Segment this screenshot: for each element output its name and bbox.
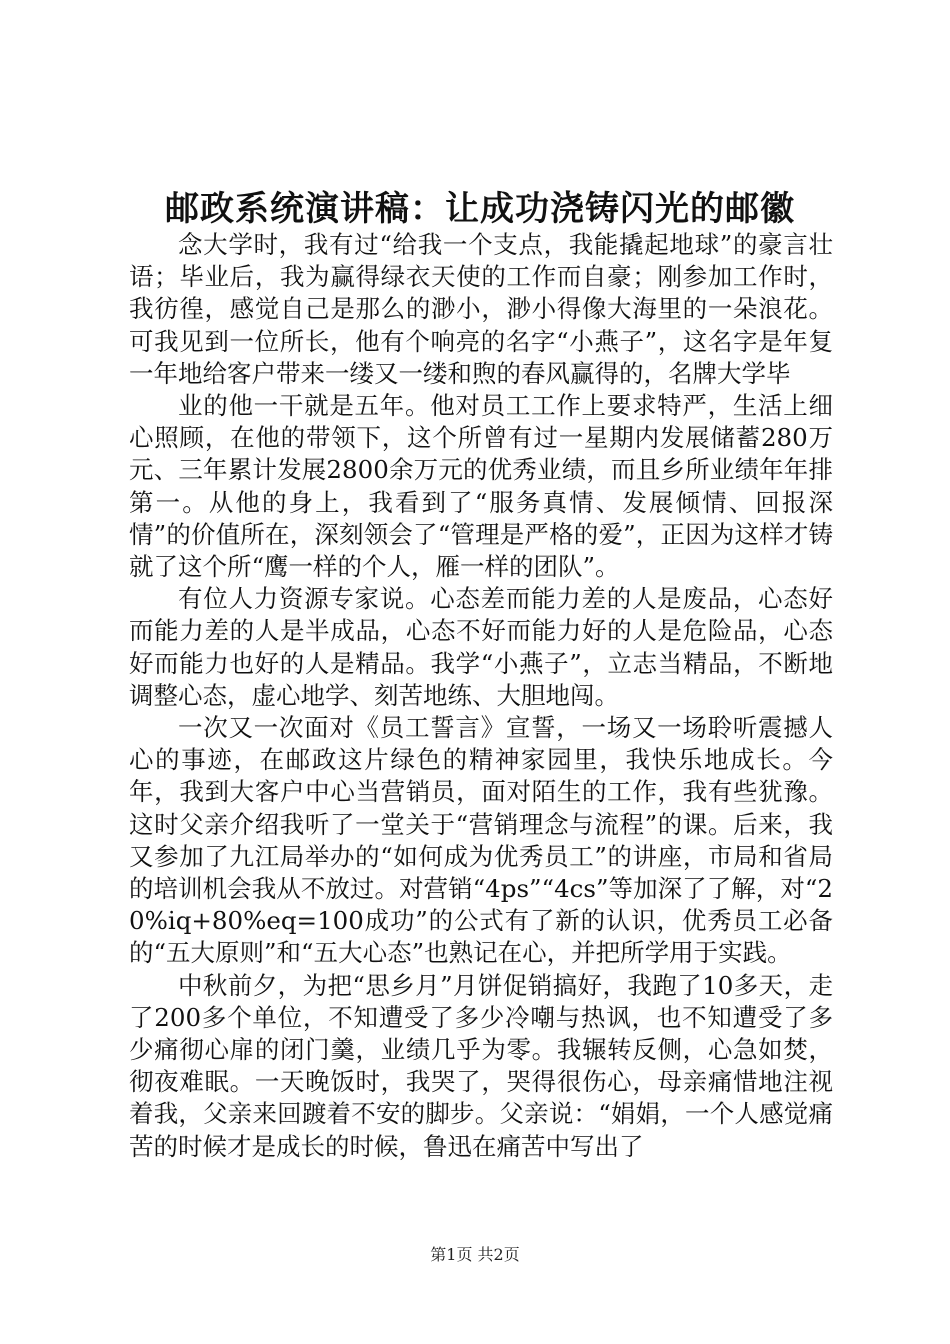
paragraph: 念大学时，我有过“给我一个支点，我能撬起地球”的豪言壮语；毕业后，我为赢得绿衣天使的工作而自豪；刚参加工作时，我彷徨，感觉自己是那么的渺小，渺小得像大海里的一朵浪花。可我见到一位所长，他有个响亮的名字“小燕子”，这名字是年复一年地给客户带来一缕又一缕和煦的春风赢得的，名牌大学毕 (129, 230, 833, 388)
paragraph: 中秋前夕，为把“思乡月”月饼促销搞好，我跑了10多天，走了200多个单位，不知遭受了多少冷嘲与热讽，也不知遭受了多少痛彻心扉的闭门羹，业绩几乎为零。我辗转反侧，心急如焚，彻夜难眠。一天晚饭时，我哭了，哭得很伤心，母亲痛惜地注视着我，父亲来回踱着不安的脚步。父亲说：“娟娟，一个人感觉痛苦的时候才是成长的时候，鲁迅在痛苦中写出了 (129, 970, 833, 1161)
paragraph: 一次又一次面对《员工誓言》宣誓，一场又一场聆听震撼人心的事迹，在邮政这片绿色的精神家园里，我快乐地成长。今年，我到大客户中心当营销员，面对陌生的工作，我有些犹豫。这时父亲介绍我听了一堂关于“营销理念与流程”的课。后来，我又参加了九江局举办的“如何成为优秀员工”的讲座，市局和省局的培训机会我从不放过。对营销“4ps”“4cs”等加深了了解，对“20%iq+80%eq=100成功”的公式有了新的认识，优秀员工必备的“五大原则”和“五大心态”也熟记在心，并把所学用于实践。 (129, 713, 833, 968)
paragraph: 有位人力资源专家说。心态差而能力差的人是废品，心态好而能力差的人是半成品，心态不好而能力好的人是危险品，心态好而能力也好的人是精品。我学“小燕子”，立志当精品，不断地调整心态，虚心地学、刻苦地练、大胆地闯。 (129, 584, 833, 710)
paragraph: 业的他一干就是五年。他对员工工作上要求特严，生活上细心照顾，在他的带领下，这个所曾有过一星期内发展储蓄280万元、三年累计发展2800余万元的优秀业绩，而且乡所业绩年年排第一。从他的身上，我看到了“服务真情、发展倾情、回报深情”的价值所在，深刻领会了“管理是严格的爱”，正因为这样才铸就了这个所“鹰一样的个人，雁一样的团队”。 (129, 391, 833, 582)
page-number-footer: 第1页 共2页 (430, 1245, 520, 1264)
document-title: 邮政系统演讲稿：让成功浇铸闪光的邮徽 (165, 189, 795, 229)
document-body (129, 229, 833, 1163)
